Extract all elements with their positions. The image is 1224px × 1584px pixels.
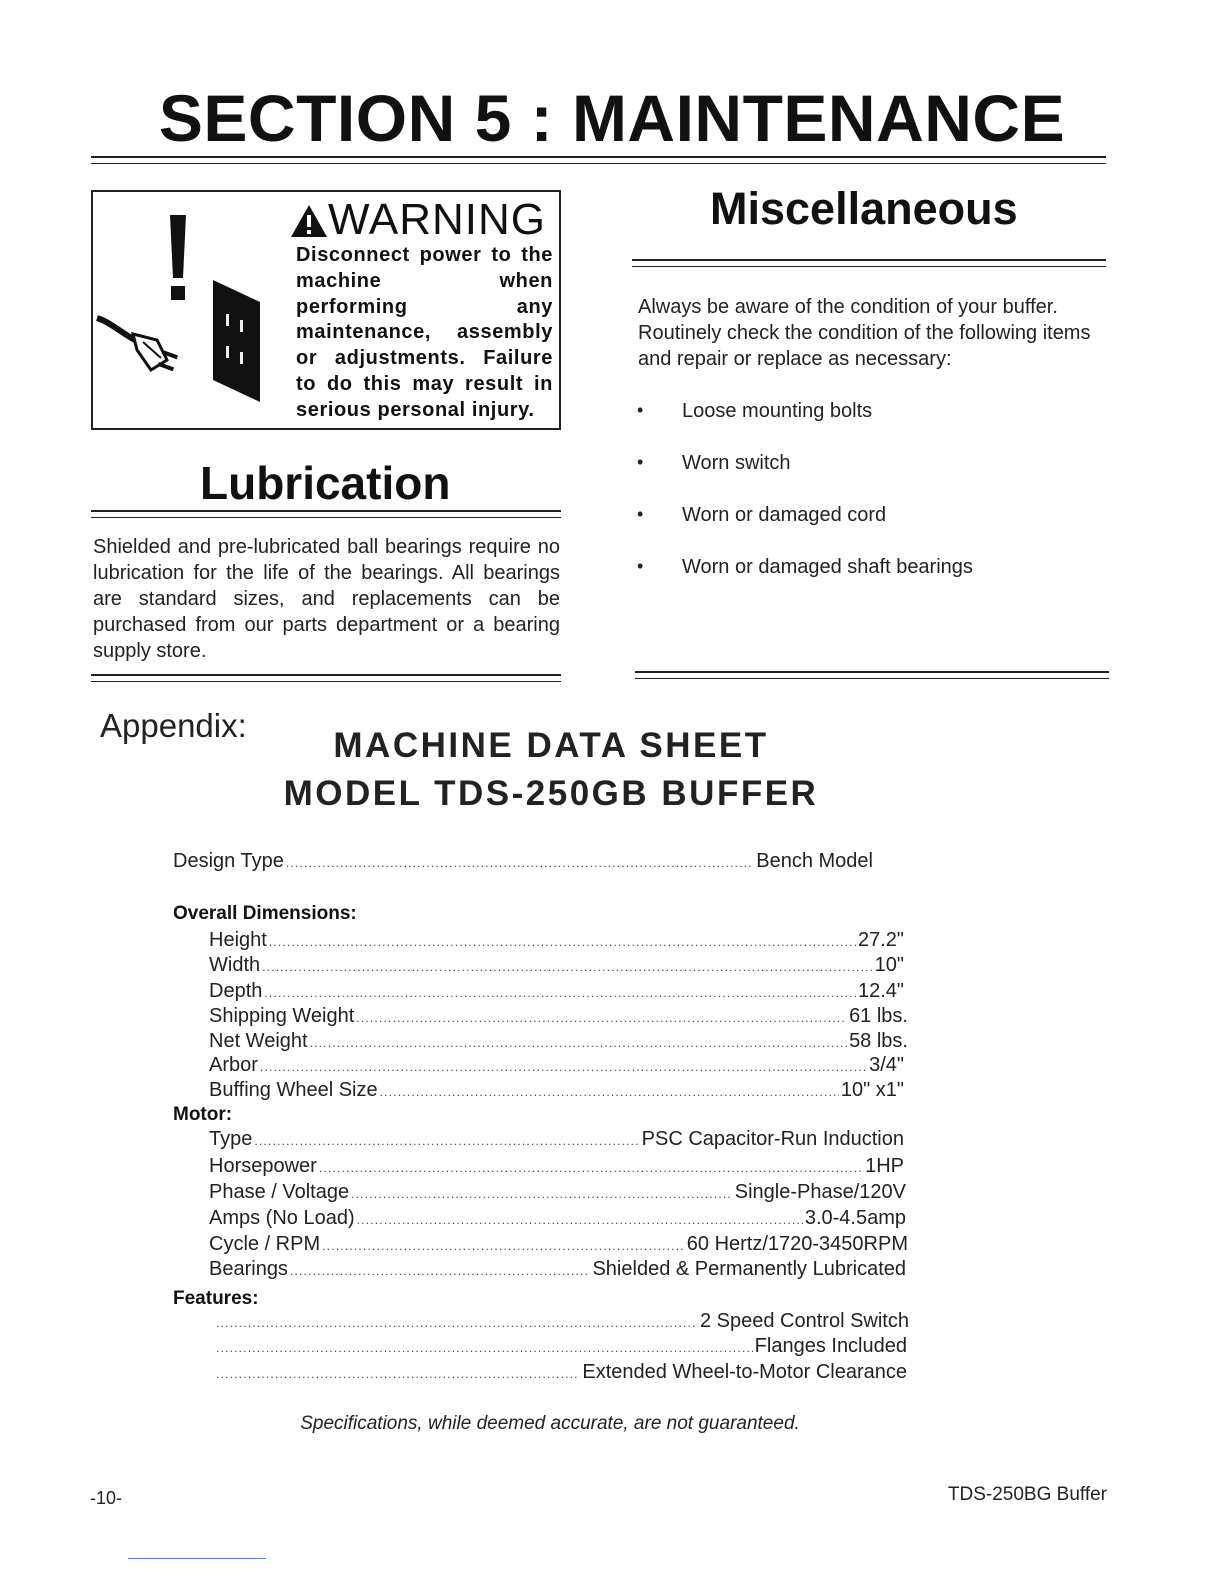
- lubrication-heading: Lubrication: [200, 457, 451, 509]
- link-underline: [128, 1558, 266, 1559]
- miscellaneous-bottom-rule: [635, 671, 1109, 679]
- spec-row: Bearings ..... Shielded & Permanently Lubricated: [209, 1258, 906, 1281]
- motor-heading: Motor:: [173, 1104, 233, 1125]
- footnote: Specifications, while deemed accurate, are not guaranteed.: [300, 1413, 800, 1434]
- spec-row: Arbor ..... 3/4": [209, 1054, 904, 1077]
- lubrication-bottom-rule: [91, 674, 561, 682]
- feature-row: ..... 2 Speed Control Switch: [214, 1310, 909, 1333]
- appendix-label: Appendix:: [100, 707, 247, 744]
- miscellaneous-intro: Always be aware of the condition of your buffer. Routinely check the condition of the following items and repair or replace as necessary:: [638, 296, 1091, 370]
- page-number: -10-: [90, 1488, 123, 1508]
- lubrication-text: Shielded and pre-lubricated ball bearings require no lubrication for the life of the bearings. All bearings are standard sizes, and replacements can be purchased from our parts department or a bearing supply store.: [93, 536, 560, 662]
- feature-row: ..... Flanges Included: [214, 1335, 907, 1358]
- warning-title: WARNING: [328, 195, 547, 244]
- spec-row: Amps (No Load) ..... 3.0-4.5amp: [209, 1207, 906, 1230]
- spec-row: Height ..... 27.2": [209, 929, 904, 952]
- spec-row: Type ..... PSC Capacitor-Run Induction: [209, 1128, 904, 1151]
- list-item: • Worn or damaged shaft bearings: [635, 556, 973, 608]
- spec-row: Depth ..... 12.4": [209, 980, 904, 1003]
- list-item: • Worn or damaged cord: [635, 504, 973, 556]
- features-heading: Features:: [173, 1288, 259, 1309]
- footer-model: TDS-250BG Buffer: [947, 1484, 1107, 1505]
- miscellaneous-rule: [632, 259, 1106, 267]
- list-item: • Worn switch: [635, 452, 973, 504]
- spec-row: Phase / Voltage ..... Single-Phase/120V: [209, 1181, 906, 1204]
- spec-row: Shipping Weight ..... 61 lbs.: [209, 1005, 908, 1028]
- spec-row: Net Weight ..... 58 lbs.: [209, 1030, 908, 1053]
- shock-plug-warning-icon: [95, 210, 270, 410]
- spec-row: Horsepower ..... 1HP: [209, 1155, 904, 1178]
- feature-row: ..... Extended Wheel-to-Motor Clearance: [214, 1361, 907, 1384]
- data-sheet-title: MACHINE DATA SHEET: [333, 726, 769, 765]
- page-title: SECTION 5 : MAINTENANCE: [158, 81, 1066, 155]
- data-sheet-model: MODEL TDS-250GB BUFFER: [283, 774, 819, 813]
- overall-dimensions-heading: Overall Dimensions:: [173, 903, 357, 924]
- maintenance-checklist: [635, 400, 973, 608]
- miscellaneous-heading: Miscellaneous: [710, 183, 1018, 234]
- warning-triangle-icon: [290, 204, 328, 238]
- spec-row: Buffing Wheel Size ..... 10" x1": [209, 1079, 904, 1102]
- title-rule: [91, 156, 1106, 164]
- spec-design-type: Design Type ..... Bench Model: [173, 850, 873, 873]
- spec-row: Cycle / RPM ..... 60 Hertz/1720-3450RPM: [209, 1233, 908, 1256]
- list-item: • Loose mounting bolts: [635, 400, 973, 452]
- spec-row: Width ..... 10": [209, 954, 904, 977]
- warning-text: Disconnect power to the machine when performing any maintenance, assembly or adjustments. Failure to do this may result in serious personal injury.: [296, 244, 553, 421]
- lubrication-rule: [91, 510, 561, 518]
